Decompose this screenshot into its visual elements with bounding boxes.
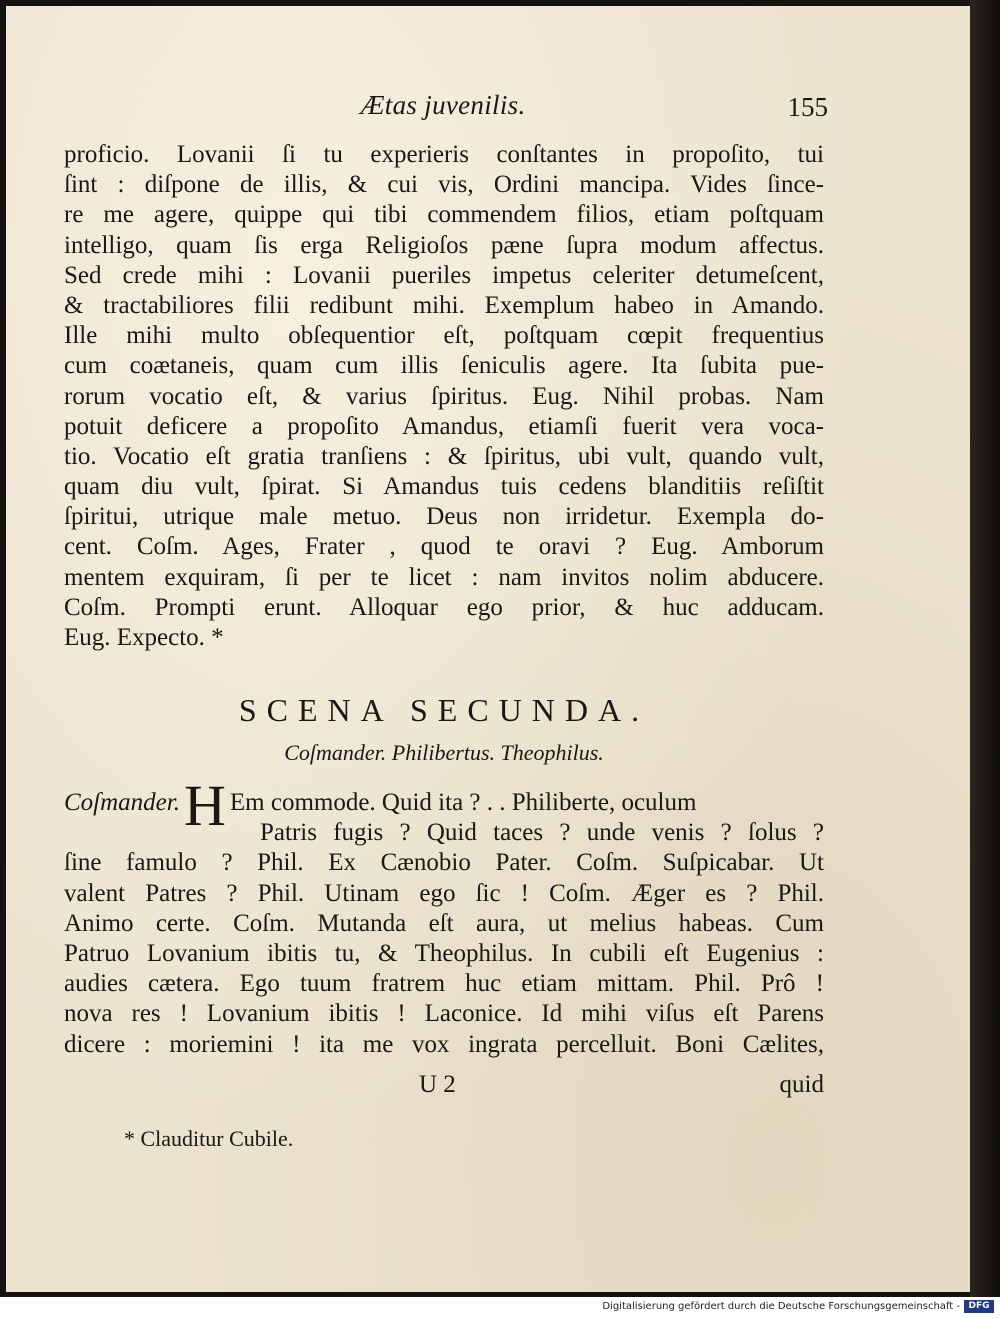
- text-line: rorum vocatio eſt, & varius ſpiritus. Eug. Nihil probas. Nam: [64, 382, 824, 410]
- text-line: Sed crede mihi : Lovanii pueriles impetus celeriter detumeſcent,: [64, 261, 824, 289]
- text-line: Coſm. Prompti erunt. Alloquar ego prior, & huc adducam.: [64, 593, 824, 621]
- page-header: [58, 90, 828, 130]
- dialogue-block: [64, 773, 824, 1060]
- text-line: Eug. Expecto. *: [64, 624, 224, 651]
- text-line: tio. Vocatio eſt gratia tranſiens : & ſpiritus, ubi vult, quando vult,: [64, 442, 824, 470]
- text-line: & tractabiliores filii redibunt mihi. Exemplum habeo in Amando.: [64, 291, 824, 319]
- text-line: Patruo Lovanium ibitis tu, & Theophilus. In cubili eſt Eugenius :: [64, 939, 824, 967]
- drop-cap: H: [183, 773, 226, 838]
- text-line: Ille mihi multo obſequentior eſt, poſtquam cœpit frequentius: [64, 322, 824, 350]
- text-line: mentem exquiram, ſi per te licet : nam invitos nolim abducere.: [64, 563, 824, 591]
- text-line: ſint : diſpone de illis, & cui vis, Ordini mancipa. Vides ſince-: [64, 171, 824, 199]
- text-line: potuit deficere a propoſito Amandus, etiamſi fuerit vera voca-: [64, 412, 824, 440]
- text-line: intelligo, quam ſis erga Religioſos pæne ſupra modum affectus.: [64, 231, 824, 259]
- text-line: Animo certe. Coſm. Mutanda eſt aura, ut melius habeas. Cum: [64, 909, 824, 937]
- footer-bar: [0, 1297, 1000, 1319]
- dialogue-first-line-text: Em commode. Quid ita ? . . Philiberte, oculum: [229, 789, 697, 816]
- text-line: ſine famulo ? Phil. Ex Cænobio Pater. Coſm. Suſpicabar. Ut: [64, 849, 824, 877]
- scene-characters: Coſmander. Philibertus. Theophilus.: [284, 740, 604, 765]
- body-text: [64, 140, 824, 653]
- text-line: proficio. Lovanii ſi tu experieris conſtantes in propoſito, tui: [64, 141, 824, 168]
- catchword-row: [64, 1071, 824, 1101]
- text-line: re me agere, quippe qui tibi commendem filios, etiam poſtquam: [64, 201, 824, 229]
- scene-title: SCENA SECUNDA.: [238, 692, 650, 728]
- running-head: Ætas juvenilis.: [360, 90, 526, 120]
- page-edge: [970, 0, 1000, 1297]
- catchword: quid: [779, 1071, 824, 1098]
- speaker-name: Coſmander.: [64, 789, 180, 816]
- page-number: 155: [787, 92, 828, 122]
- text-line: cum coætaneis, quam cum illis ſeniculis agere. Ita ſubita pue-: [64, 352, 824, 380]
- text-line: quam diu vult, ſpirat. Si Amandus tuis cedens blanditiis reſiſtit: [64, 473, 824, 501]
- text-line: nova res ! Lovanium ibitis ! Laconice. Id mihi viſus eſt Parens: [64, 1000, 824, 1028]
- footnote: * Clauditur Cubile.: [124, 1126, 294, 1151]
- signature-mark: U 2: [419, 1071, 456, 1098]
- text-line: cent. Coſm. Ages, Frater , quod te oravi ? Eug. Amborum: [64, 533, 824, 561]
- book-page: [6, 6, 970, 1292]
- funding-credit: Digitalisierung gefördert durch die Deutsche Forschungsgemeinschaft -: [602, 1301, 960, 1312]
- text-line: audies cætera. Ego tuum fratrem huc etiam mittam. Phil. Prô !: [64, 970, 824, 998]
- text-line: valent Patres ? Phil. Utinam ego ſic ! Coſm. Æger es ? Phil.: [64, 879, 824, 907]
- text-line: dicere : moriemini ! ita me vox ingrata percelluit. Boni Cælites,: [64, 1030, 824, 1058]
- text-line: ſpiritui, utrique male metuo. Deus non irridetur. Exempla do-: [64, 503, 824, 531]
- dialogue-second-line: Patris fugis ? Quid taces ? unde venis ? ſolus ?: [260, 819, 824, 847]
- dfg-logo: DFG: [964, 1300, 994, 1313]
